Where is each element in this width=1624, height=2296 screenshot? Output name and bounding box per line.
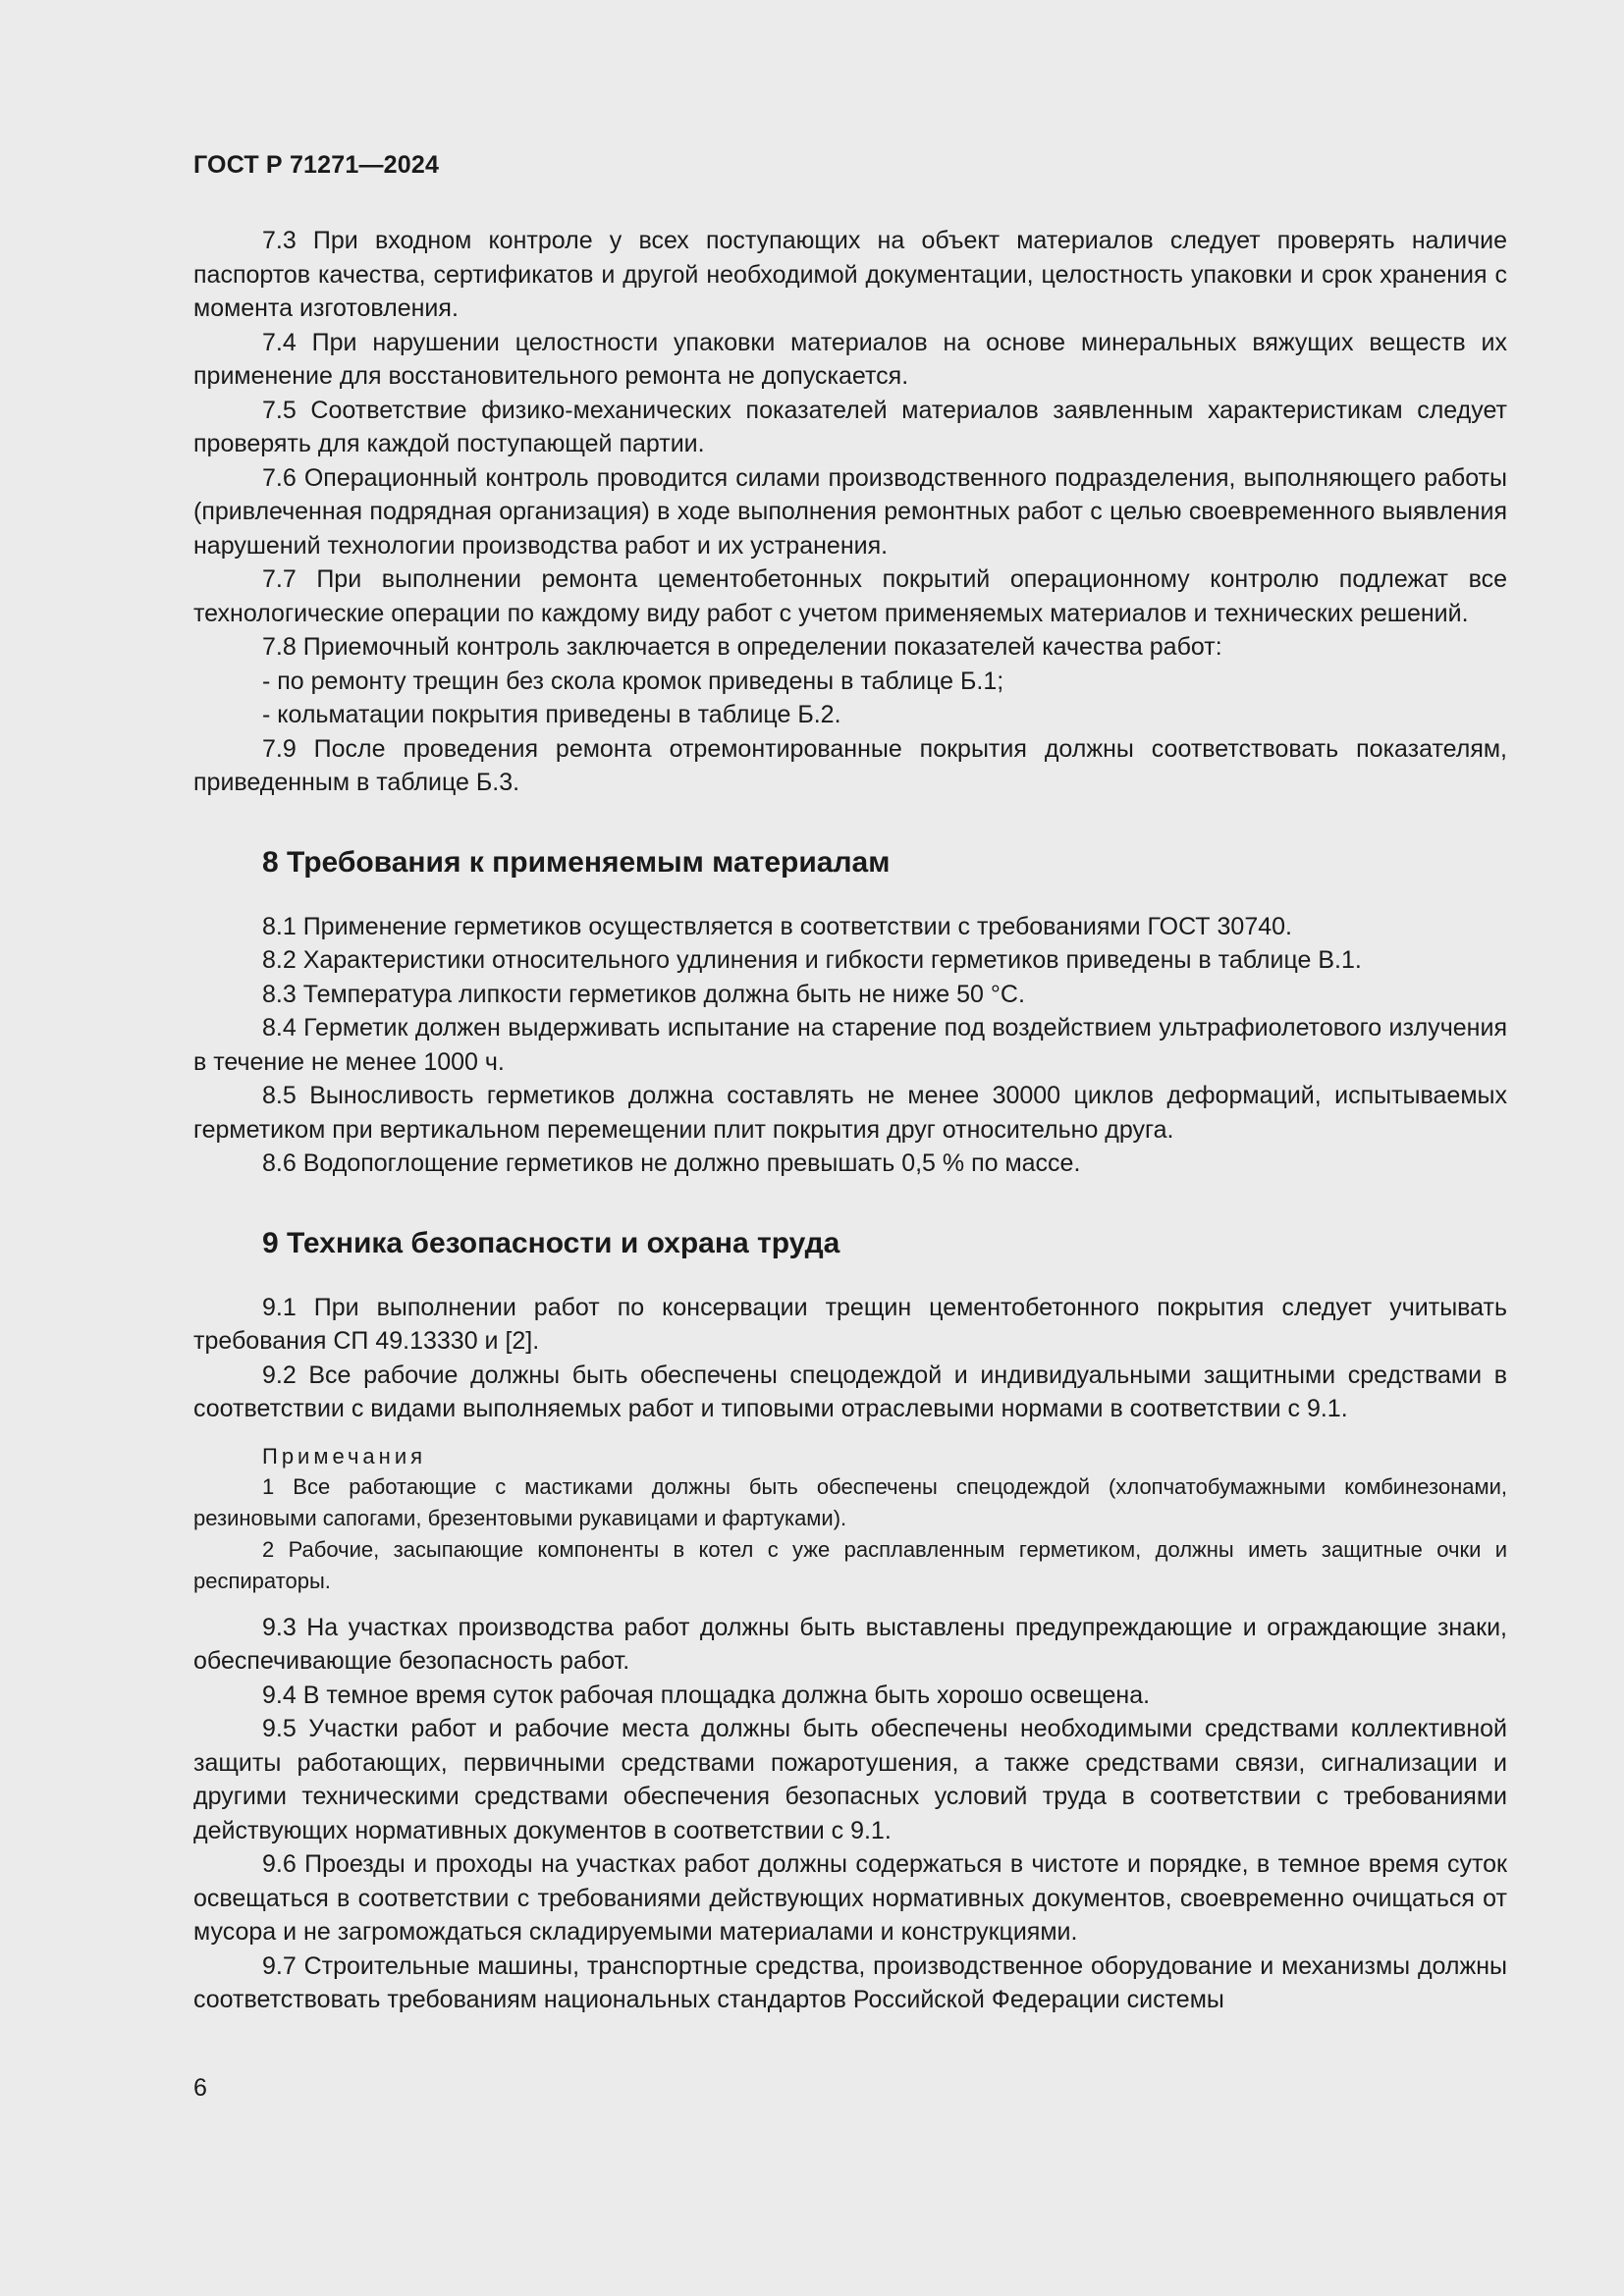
paragraph-7-3: 7.3 При входном контроле у всех поступающих на объект материалов следует проверять наличие паспортов качества, сертификатов и другой необходимой документации, целостность упаковки и срок хранения с момента изготовления. [193,227,1507,322]
note-1: 1 Все работающие с мастиками должны быть обеспечены спецодеждой (хлопчатобумажными комбинезонами, резиновыми сапогами, брезентовыми рукавицами и фартуками). [193,1473,1507,1530]
paragraph-8-3: 8.3 Температура липкости герметиков должна быть не ниже 50 °С. [262,980,1025,1008]
paragraph-9-5: 9.5 Участки работ и рабочие места должны быть обеспечены необходимыми средствами коллективной защиты работающих, первичными средствами пожаротушения, а также средствами связи, сигнализации и другими техническими средствами обеспечения безопасных условий труда в соответствии с требованиями действующих нормативных документов в соответствии с 9.1. [193,1715,1507,1844]
page-number: 6 [193,2074,207,2102]
paragraph-9-7: 9.7 Строительные машины, транспортные средства, производственное оборудование и механизмы должны соответствовать требованиям национальных стандартов Российской Федерации системы [193,1951,1507,2013]
paragraph-9-2: 9.2 Все рабочие должны быть обеспечены спецодеждой и индивидуальными защитными средствами в соответствии с видами выполняемых работ и типовыми отраслевыми нормами в соответствии с 9.1. [193,1361,1507,1422]
paragraph-8-2: 8.2 Характеристики относительного удлинения и гибкости герметиков приведены в таблице В.1. [262,946,1362,974]
notes-title: Примечания [262,1443,427,1468]
list-item-b1: - по ремонту трещин без скола кромок приведены в таблице Б.1; [262,667,1004,695]
list-item-b2: - кольматации покрытия приведены в таблице Б.2. [262,701,841,728]
document-page [193,147,1507,2017]
paragraph-8-1: 8.1 Применение герметиков осуществляется в соответствии с требованиями ГОСТ 30740. [262,912,1292,940]
paragraph-7-9: 7.9 После проведения ремонта отремонтированные покрытия должны соответствовать показателям, приведенным в таблице Б.3. [193,734,1507,796]
paragraph-9-3: 9.3 На участках производства работ должны быть выставлены предупреждающие и ограждающие знаки, обеспечивающие безопасность работ. [193,1613,1507,1675]
paragraph-7-7: 7.7 При выполнении ремонта цементобетонных покрытий операционному контролю подлежат все технологические операции по каждому виду работ с учетом применяемых материалов и технических решений. [193,565,1507,627]
paragraph-7-6: 7.6 Операционный контроль проводится силами производственного подразделения, выполняющего работы (привлеченная подрядная организация) в ходе выполнения ремонтных работ с целью своевременного выявления нарушений технологии производства работ и их устранения. [193,463,1507,560]
paragraph-7-8: 7.8 Приемочный контроль заключается в определении показателей качества работ: [262,633,1222,661]
note-2: 2 Рабочие, засыпающие компоненты в котел с уже расплавленным герметиком, должны иметь защитные очки и респираторы. [193,1536,1507,1593]
document-header: ГОСТ Р 71271—2024 [193,151,440,179]
paragraph-8-5: 8.5 Выносливость герметиков должна составлять не менее 30000 циклов деформаций, испытываемых герметиком при вертикальном перемещении плит покрытия друг относительно друга. [193,1082,1507,1144]
paragraph-9-6: 9.6 Проезды и проходы на участках работ должны содержаться в чистоте и порядке, в темное время суток освещаться в соответствии с требованиями действующих нормативных документов, своевременно очищаться от мусора и не загромождаться складируемыми материалами и конструкциями. [193,1850,1507,1946]
notes-block [193,1442,1507,1597]
paragraph-7-5: 7.5 Соответствие физико-механических показателей материалов заявленным характеристикам следует проверять для каждой поступающей партии. [193,396,1507,457]
paragraph-8-6: 8.6 Водопоглощение герметиков не должно превышать 0,5 % по массе. [262,1149,1081,1177]
paragraph-9-4: 9.4 В темное время суток рабочая площадка должна быть хорошо освещена. [262,1681,1151,1709]
paragraph-9-1: 9.1 При выполнении работ по консервации трещин цементобетонного покрытия следует учитывать требования СП 49.13330 и [2]. [193,1293,1507,1355]
section-9-title: 9 Техника безопасности и охрана труда [262,1226,840,1259]
section-8-title: 8 Требования к применяемым материалам [262,845,891,879]
paragraph-8-4: 8.4 Герметик должен выдерживать испытание на старение под воздействием ультрафиолетового излучения в течение не менее 1000 ч. [193,1014,1507,1076]
paragraph-7-4: 7.4 При нарушении целостности упаковки материалов на основе минеральных вяжущих веществ их применение для восстановительного ремонта не допускается. [193,328,1507,390]
